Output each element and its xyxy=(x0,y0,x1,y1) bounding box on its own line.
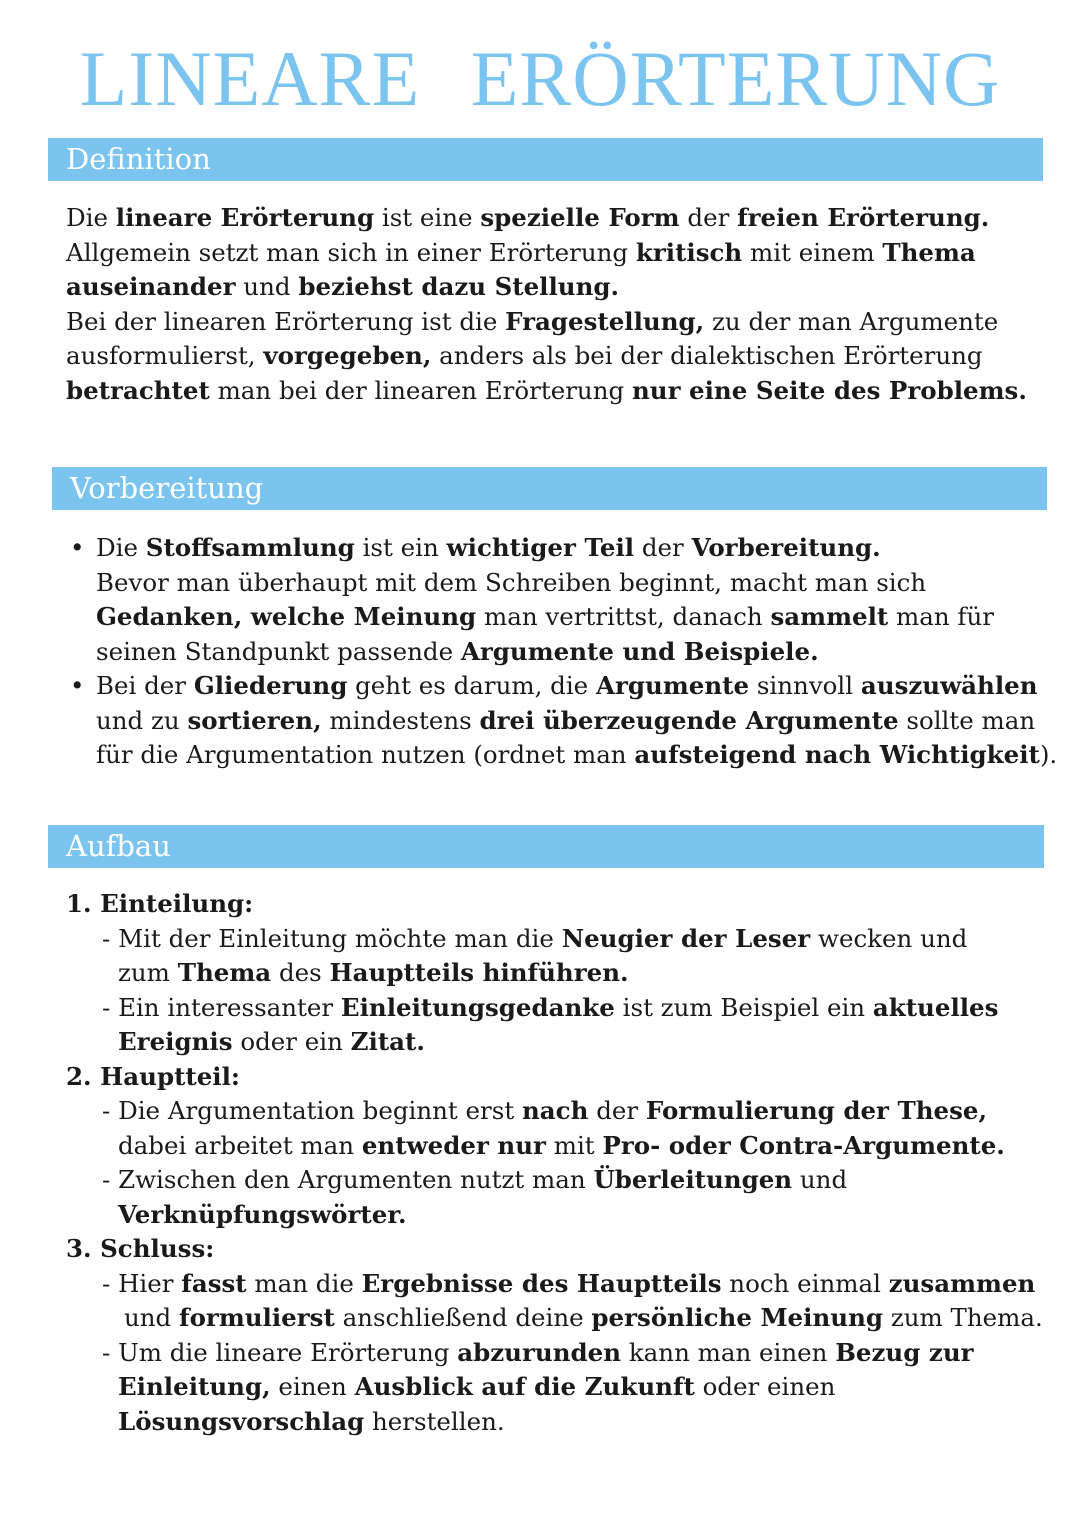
aufbau-line xyxy=(66,1198,1043,1233)
text-run: - Hier xyxy=(102,1268,182,1298)
text-run: herstellen. xyxy=(364,1406,505,1436)
vorbereitung-line xyxy=(96,635,1057,670)
bold-text: Gliederung xyxy=(193,671,348,700)
bold-text: Überleitungen xyxy=(593,1165,793,1194)
bold-text: Neugier der Leser xyxy=(561,923,811,953)
definition-line xyxy=(66,201,1027,236)
bold-text: entweder nur xyxy=(361,1130,546,1160)
bold-text: Gedanken, welche Meinung xyxy=(96,602,477,631)
text-run: und xyxy=(124,1303,180,1332)
bold-text: vorgegeben, xyxy=(263,341,432,370)
text-run: geht es darum, die xyxy=(347,671,596,700)
text-run: Allgemein setzt man sich in einer Erörterung xyxy=(66,237,636,267)
bold-text: Vorbereitung. xyxy=(691,533,881,562)
bold-text: Ereignis xyxy=(118,1027,233,1056)
bold-text: betrachtet xyxy=(66,375,210,405)
aufbau-line xyxy=(66,1060,1043,1095)
text-run: man bei der linearen Erörterung xyxy=(209,375,632,405)
bold-text: Zitat. xyxy=(350,1027,425,1056)
bold-text: nach xyxy=(521,1096,589,1125)
text-run: ). xyxy=(1039,740,1058,769)
text-run: dabei arbeitet man xyxy=(118,1130,362,1160)
definition-line xyxy=(66,374,1027,409)
text-run: kann man einen xyxy=(621,1337,836,1367)
text-run: oder einen xyxy=(694,1372,836,1401)
section-header-aufbau: Aufbau xyxy=(48,825,1044,868)
text-run: seinen Standpunkt passende xyxy=(96,636,461,666)
bold-text: sortieren, xyxy=(187,705,322,735)
text-run: sinnvoll xyxy=(749,671,861,700)
aufbau-line xyxy=(66,956,1043,991)
bold-text: 3. Schluss: xyxy=(66,1234,215,1263)
bold-text: abzurunden xyxy=(457,1337,622,1367)
text-run: des xyxy=(271,958,330,987)
bold-text: spezielle Form xyxy=(480,203,680,232)
bold-text: Lösungsvorschlag xyxy=(118,1406,365,1436)
text-run: mit xyxy=(545,1130,603,1160)
aufbau-line xyxy=(66,1267,1043,1302)
bold-text: Ergebnisse des Hauptteils xyxy=(361,1268,722,1298)
vorbereitung-line xyxy=(96,669,1057,704)
vorbereitung-line xyxy=(96,531,1057,566)
bold-text: Thema xyxy=(882,237,976,267)
aufbau-line xyxy=(66,1301,1043,1336)
bold-text: Einleitungsgedanke xyxy=(340,992,615,1022)
text-run: - Zwischen den Argumenten nutzt man xyxy=(102,1165,594,1194)
bold-text: Fragestellung, xyxy=(505,306,705,336)
text-run: Bevor man überhaupt mit dem Schreiben beginnt, macht man sich xyxy=(96,567,927,597)
aufbau-line xyxy=(66,1232,1043,1267)
text-run: zum xyxy=(118,958,178,987)
text-run: - Die Argumentation beginnt erst xyxy=(102,1096,522,1125)
aufbau-line xyxy=(66,1094,1043,1129)
bold-text: nur eine Seite des Problems. xyxy=(631,375,1027,405)
text-run: anschließend deine xyxy=(334,1303,592,1332)
bold-text: Verknüpfungswörter. xyxy=(118,1199,407,1229)
bold-text: Formulierung der These, xyxy=(645,1096,988,1125)
text-run: und xyxy=(235,272,299,301)
vorbereitung-line xyxy=(96,704,1057,739)
bold-text: formulierst xyxy=(179,1303,335,1332)
bold-text: aufsteigend nach Wichtigkeit xyxy=(634,740,1040,769)
bold-text: Pro- oder Contra-Argumente. xyxy=(602,1130,1005,1160)
section-header-definition: Definition xyxy=(48,138,1043,181)
aufbau-line xyxy=(66,1370,1043,1405)
bold-text: freien Erörterung. xyxy=(737,203,990,232)
text-run: einen xyxy=(270,1372,355,1401)
aufbau-line xyxy=(66,887,1043,922)
aufbau-line xyxy=(66,1129,1043,1164)
bold-text: drei überzeugende Argumente xyxy=(479,705,899,735)
bold-text: 2. Hauptteil: xyxy=(66,1061,240,1091)
bold-text: auszuwählen xyxy=(860,671,1038,700)
bold-text: fasst xyxy=(181,1268,247,1298)
text-run: für die Argumentation nutzen (ordnet man xyxy=(96,740,635,769)
text-run: ausformulierst, xyxy=(66,341,264,370)
definition-line xyxy=(66,305,1027,340)
aufbau-line xyxy=(66,1163,1043,1198)
text-run: und xyxy=(792,1165,848,1194)
aufbau-line xyxy=(66,1025,1043,1060)
text-run: Bei der xyxy=(96,671,194,700)
bold-text: beziehst dazu Stellung. xyxy=(298,272,620,301)
aufbau-text xyxy=(66,887,1043,1439)
text-run: zu der man Argumente xyxy=(704,306,999,336)
text-run: - Um die lineare Erörterung xyxy=(102,1337,458,1367)
text-run: mindestens xyxy=(321,705,480,735)
bold-text: zusammen xyxy=(888,1268,1036,1298)
bold-text: aktuelles xyxy=(872,992,999,1022)
text-run: zum Thema. xyxy=(883,1303,1043,1332)
definition-line xyxy=(66,339,1027,374)
aufbau-line xyxy=(66,1405,1043,1440)
bold-text: persönliche Meinung xyxy=(591,1303,884,1332)
text-run: man für xyxy=(888,602,994,631)
aufbau-line xyxy=(66,922,1043,957)
bold-text: Argumente und Beispiele. xyxy=(460,636,819,666)
text-run: Die xyxy=(66,203,116,232)
text-run: ist eine xyxy=(374,203,481,232)
aufbau-line xyxy=(66,991,1043,1026)
text-run: - Ein interessanter xyxy=(102,992,341,1022)
bold-text: Thema xyxy=(177,958,272,987)
bold-text: Hauptteils hinführen. xyxy=(329,958,629,987)
vorbereitung-line xyxy=(96,600,1057,635)
text-run: noch einmal xyxy=(721,1268,889,1298)
text-run: Bei der linearen Erörterung ist die xyxy=(66,306,506,336)
bold-text: wichtiger Teil xyxy=(446,533,635,562)
bold-text: sammelt xyxy=(770,602,889,631)
text-run: wecken und xyxy=(810,923,968,953)
text-run: man die xyxy=(246,1268,362,1298)
definition-line xyxy=(66,270,1027,305)
text-run: oder ein xyxy=(232,1027,351,1056)
vorbereitung-line xyxy=(96,566,1057,601)
text-run: der xyxy=(634,533,692,562)
text-run: Die xyxy=(96,533,146,562)
bold-text: lineare Erörterung xyxy=(115,203,375,232)
bold-text: kritisch xyxy=(635,237,743,267)
bold-text: Bezug zur xyxy=(835,1337,974,1367)
text-run: ist zum Beispiel ein xyxy=(614,992,873,1022)
bold-text: Ausblick auf die Zukunft xyxy=(354,1372,695,1401)
text-run: der xyxy=(588,1096,646,1125)
page-title: LINEARE ERÖRTERUNG xyxy=(79,35,1001,122)
text-run: mit einem xyxy=(742,237,883,267)
bold-text: Argumente xyxy=(595,671,750,700)
text-run: der xyxy=(679,203,738,232)
aufbau-line xyxy=(66,1336,1043,1371)
text-run: anders als bei der dialektischen Erörterung xyxy=(431,341,983,370)
text-run: und zu xyxy=(96,705,188,735)
bold-text: Stoffsammlung xyxy=(145,533,355,562)
vorbereitung-line xyxy=(96,738,1057,773)
vorbereitung-text xyxy=(96,531,1057,773)
text-run: - Mit der Einleitung möchte man die xyxy=(102,923,562,953)
bold-text: 1. Einteilung: xyxy=(66,889,254,918)
definition-text xyxy=(66,201,1027,408)
text-run: man vertrittst, danach xyxy=(476,602,771,631)
bold-text: auseinander xyxy=(66,272,236,301)
section-header-vorbereitung: Vorbereitung xyxy=(52,467,1047,510)
text-run: sollte man xyxy=(898,705,1036,735)
bold-text: Einleitung, xyxy=(118,1372,271,1401)
text-run: ist ein xyxy=(354,533,447,562)
definition-line xyxy=(66,236,1027,271)
